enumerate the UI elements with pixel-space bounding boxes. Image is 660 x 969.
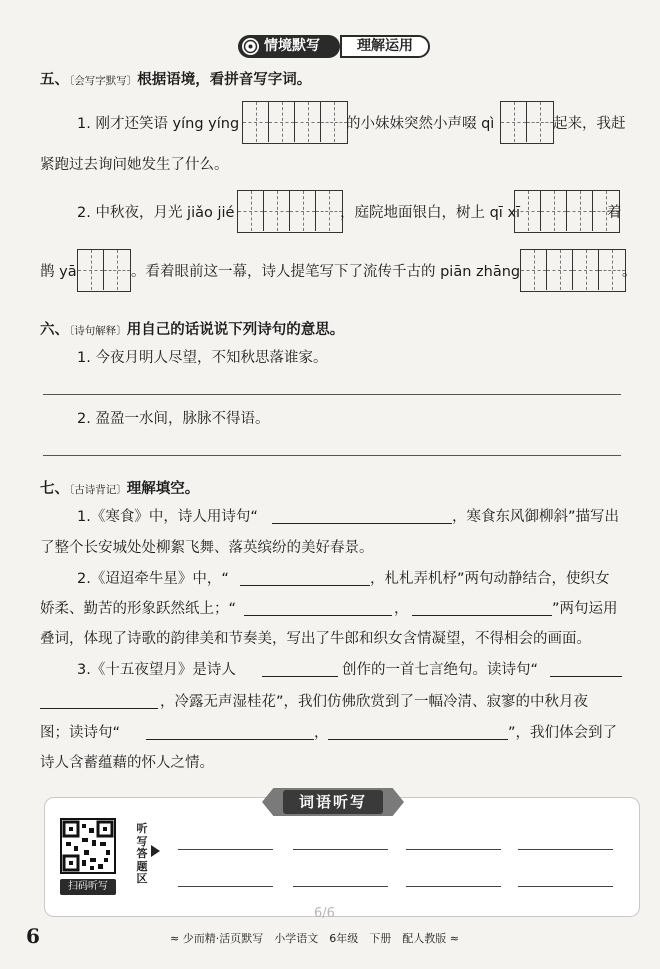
s7-q2-part-d: ， xyxy=(394,601,409,617)
s5-q1-part-a: 1. 刚才还笑语 yíng yíng xyxy=(77,116,240,132)
s5-q2-part-a: 2. 中秋夜，月光 jiǎo jié xyxy=(77,205,235,221)
s7-q3-part-g: 诗人含蓄蕴藉的怀人之情。 xyxy=(40,755,214,771)
s7-q1-part-c: 了整个长安城处处柳絮飞舞、落英缤纷的美好春景。 xyxy=(40,540,374,556)
answer-boxes-pianzhang[interactable] xyxy=(520,249,626,292)
s5-q2-part-f: 。 xyxy=(622,264,637,280)
blank-s7-q2-2[interactable] xyxy=(244,615,392,616)
word-line-8[interactable] xyxy=(518,886,613,887)
section5-heading: 五、〔会写字默写〕根据语境，看拼音写字词。 xyxy=(40,72,312,88)
blank-s7-q3-1b[interactable] xyxy=(40,708,158,709)
s5-q2-part-c: 着 xyxy=(607,205,622,221)
answer-boxes-qi[interactable] xyxy=(500,101,554,144)
s7-q3-part-a: 3.《十五夜望月》是诗人 xyxy=(77,662,236,678)
word-line-2[interactable] xyxy=(293,849,388,850)
s7-q2-part-a: 2.《迢迢牵牛星》中，“ xyxy=(77,571,229,587)
word-line-6[interactable] xyxy=(293,886,388,887)
word-line-1[interactable] xyxy=(178,849,273,850)
s7-q2-part-f: 叠词，体现了诗歌的韵律美和节奏美，写出了牛郎和织女含情凝望，不得相会的画面。 xyxy=(40,631,591,647)
listening-title: 词语听写 xyxy=(283,790,383,814)
word-line-5[interactable] xyxy=(178,886,273,887)
s6-q1: 1. 今夜月明人尽望，不知秋思落谁家。 xyxy=(77,350,328,366)
answer-boxes-yingying[interactable] xyxy=(242,101,348,144)
answer-line-s6-q1[interactable] xyxy=(43,394,621,395)
blank-s7-q3-1a[interactable] xyxy=(550,676,622,677)
s5-q1-part-d: 紧跑过去询问她发生了什么。 xyxy=(40,157,229,173)
section7-heading: 七、〔古诗背记〕理解填空。 xyxy=(40,481,200,497)
qr-code-icon[interactable] xyxy=(60,818,116,874)
s7-q2-part-e: ”两句运用 xyxy=(552,601,618,617)
answer-boxes-jiaojie[interactable] xyxy=(237,190,343,233)
arrow-right-icon xyxy=(151,845,160,857)
blank-s7-q2-1[interactable] xyxy=(240,585,370,586)
answer-area-label: 听写答题区 xyxy=(136,822,148,885)
section-pill-application: 理解运用 xyxy=(340,35,430,58)
book-info: ≈ 少而精·活页默写 小学语文 6年级 下册 配人教版 ≈ xyxy=(170,932,459,945)
s5-q2-part-d: 鹊 yā xyxy=(40,264,77,280)
s7-q3-part-d: 图；读诗句“ xyxy=(40,725,121,741)
qr-caption: 扫码听写 xyxy=(60,879,116,895)
page-number: 6 xyxy=(26,924,40,948)
s5-q2-part-e: 。看着眼前这一幕，诗人提笔写下了流传千古的 piān zhāng xyxy=(131,264,521,280)
blank-s7-q3-2[interactable] xyxy=(146,739,314,740)
blank-s7-q3-3[interactable] xyxy=(328,739,508,740)
s5-q1-part-c: 起来，我赶 xyxy=(553,116,626,132)
blank-s7-q2-3[interactable] xyxy=(412,615,552,616)
pen-icon xyxy=(242,38,259,55)
word-line-7[interactable] xyxy=(406,886,501,887)
page-indicator: 6/6 xyxy=(314,906,335,921)
s7-q2-part-c: 娇柔、勤苦的形象跃然纸上；“ xyxy=(40,601,237,617)
s7-q3-part-c: ，冷露无声湿桂花”，我们仿佛欣赏到了一幅冷清、寂寥的中秋月夜 xyxy=(160,694,589,710)
blank-s7-q1[interactable] xyxy=(272,523,452,524)
section-pill-dictation: 情境默写 xyxy=(238,35,340,58)
s7-q3-part-e: ， xyxy=(314,725,329,741)
s5-q2-part-b: ，庭院地面银白，树上 qī xī xyxy=(340,205,521,221)
s6-q2: 2. 盈盈一水间，脉脉不得语。 xyxy=(77,411,270,427)
s7-q1-part-a: 1.《寒食》中，诗人用诗句“ xyxy=(77,509,258,525)
word-line-4[interactable] xyxy=(518,849,613,850)
answer-boxes-ya[interactable] xyxy=(77,249,131,292)
answer-line-s6-q2[interactable] xyxy=(43,455,621,456)
blank-s7-q3-poet[interactable] xyxy=(262,676,338,677)
section6-heading: 六、〔诗句解释〕用自己的话说说下列诗句的意思。 xyxy=(40,322,345,338)
s7-q1-part-b: ，寒食东风御柳斜”描写出 xyxy=(452,509,620,525)
s7-q3-part-b: 创作的一首七言绝句。读诗句“ xyxy=(342,662,539,678)
s5-q1-part-b: 的小妹妹突然小声啜 qì xyxy=(346,116,495,132)
s7-q3-part-f: ”，我们体会到了 xyxy=(508,725,618,741)
word-line-3[interactable] xyxy=(406,849,501,850)
answer-boxes-qixi[interactable] xyxy=(514,190,620,233)
s7-q2-part-b: ，札札弄机杼”两句动静结合，使织女 xyxy=(370,571,610,587)
